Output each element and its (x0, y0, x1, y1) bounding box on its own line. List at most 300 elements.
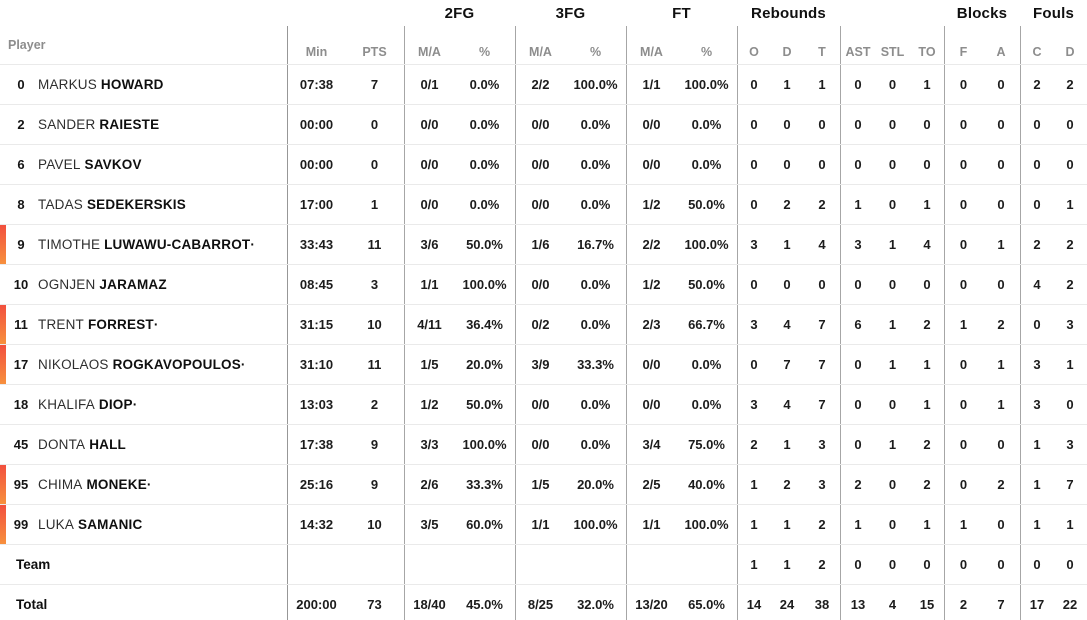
player-first-name: KHALIFA (38, 397, 95, 412)
column-header-row (0, 26, 1087, 65)
stat-fg3_pct: 0.0% (580, 317, 611, 332)
stat-min: 08:45 (287, 265, 345, 304)
stat-blk_f: 0 (944, 265, 982, 304)
col-header-2fg-ma: M/A (404, 26, 454, 64)
stat-blk_a: 0 (997, 437, 1005, 452)
stat-ft_pct: 100.0% (684, 77, 729, 92)
stat-fg2_pct: 50.0% (466, 397, 503, 412)
stat-reb_t: 3 (818, 437, 826, 452)
stat-to: 2 (923, 437, 931, 452)
on-court-indicator (0, 465, 6, 504)
stat-pts (345, 545, 404, 584)
stat-foul_c: 1 (1020, 425, 1053, 464)
col-header-reb-d: D (782, 45, 792, 59)
stat-reb_d: 2 (783, 197, 791, 212)
group-ft: FT (672, 4, 691, 22)
stat-reb_d: 1 (783, 77, 791, 92)
stat-fg2_pct: 100.0% (462, 437, 507, 452)
player-name (38, 197, 186, 212)
group-2fg: 2FG (444, 4, 475, 22)
stat-foul_d: 3 (1066, 437, 1074, 452)
stat-ft_pct: 0.0% (691, 397, 722, 412)
stat-min: 00:00 (287, 105, 345, 144)
col-header-stl: STL (880, 45, 905, 59)
stat-fg3_pct: 0.0% (580, 277, 611, 292)
stat-ft_pct: 0.0% (691, 157, 722, 172)
stat-pts: 2 (370, 397, 379, 412)
player-name (38, 237, 255, 252)
stat-foul_d: 0 (1066, 397, 1074, 412)
stat-ft_pct: 75.0% (688, 437, 725, 452)
col-header-pts: PTS (362, 45, 387, 59)
stat-blk_f: 0 (944, 145, 982, 184)
stat-foul_d: 1 (1066, 357, 1074, 372)
stat-ft_ma: 3/4 (626, 425, 676, 464)
stat-ast: 1 (840, 505, 875, 544)
stat-foul_c: 1 (1020, 465, 1053, 504)
stat-ast: 0 (840, 265, 875, 304)
stat-ft_pct: 100.0% (684, 517, 729, 532)
player-cell (0, 145, 287, 184)
stat-fg2_pct: 0.0% (469, 77, 500, 92)
stat-stl: 0 (888, 557, 897, 572)
stat-fg3_pct: 33.3% (577, 357, 614, 372)
stat-blk_a: 0 (997, 277, 1005, 292)
stat-pts: 73 (367, 597, 382, 612)
stat-reb_t: 2 (818, 557, 826, 572)
stat-blk_a: 1 (997, 237, 1005, 252)
stat-to: 1 (923, 517, 931, 532)
col-header-min: Min (287, 26, 345, 64)
stat-ft_pct: 0.0% (691, 357, 722, 372)
col-header-ast: AST (840, 26, 875, 64)
stat-to: 2 (923, 477, 931, 492)
player-name (38, 157, 142, 172)
stat-ast: 13 (840, 585, 875, 620)
player-last-name: HALL (89, 437, 126, 452)
stat-foul_c: 0 (1020, 545, 1053, 584)
stat-stl: 0 (888, 517, 897, 532)
stat-to: 1 (923, 77, 931, 92)
stat-foul_c: 0 (1020, 105, 1053, 144)
stat-stl: 0 (888, 77, 897, 92)
stat-min: 31:15 (287, 305, 345, 344)
stat-reb_d: 1 (783, 517, 791, 532)
stat-blk_a: 2 (997, 477, 1005, 492)
stat-foul_d: 0 (1066, 157, 1074, 172)
jersey-number: 99 (13, 517, 29, 532)
stat-foul_d: 2 (1066, 237, 1074, 252)
stat-reb_d: 1 (783, 237, 791, 252)
stat-ft_pct: 66.7% (688, 317, 725, 332)
stat-stl: 1 (888, 237, 897, 252)
stat-ast: 6 (840, 305, 875, 344)
stat-blk_a: 2 (997, 317, 1005, 332)
stat-foul_d: 0 (1066, 117, 1074, 132)
stat-blk_a: 0 (997, 77, 1005, 92)
col-header-ft-ma: M/A (626, 26, 676, 64)
stat-fg3_ma: 2/2 (515, 65, 565, 104)
stat-fg2_pct: 36.4% (466, 317, 503, 332)
stat-blk_f: 0 (944, 385, 982, 424)
stat-reb_o: 0 (737, 145, 770, 184)
stat-foul_c: 3 (1020, 385, 1053, 424)
player-name (38, 277, 167, 292)
stat-blk_a: 0 (997, 557, 1005, 572)
col-header-to: TO (918, 45, 936, 59)
stat-pts: 3 (370, 277, 379, 292)
stat-ast: 1 (840, 185, 875, 224)
stat-fg3_pct: 0.0% (580, 437, 611, 452)
stat-fg3_ma (515, 545, 565, 584)
stat-min: 31:10 (287, 345, 345, 384)
stat-ast: 0 (840, 145, 875, 184)
stat-to: 0 (923, 557, 931, 572)
stat-pts: 10 (367, 317, 382, 332)
stat-ft_ma: 0/0 (626, 345, 676, 384)
player-first-name: DONTA (38, 437, 86, 452)
stat-min: 25:16 (287, 465, 345, 504)
stat-to: 2 (923, 317, 931, 332)
jersey-number: 0 (17, 77, 25, 92)
stat-fg2_ma: 0/0 (404, 185, 454, 224)
stat-foul_c: 0 (1020, 305, 1053, 344)
player-first-name: SANDER (38, 117, 96, 132)
stat-fg3_pct: 100.0% (573, 77, 618, 92)
jersey-number: 11 (14, 317, 28, 332)
jersey-number: 8 (17, 197, 25, 212)
stat-fg2_ma: 0/0 (404, 145, 454, 184)
stat-blk_f: 0 (944, 185, 982, 224)
stat-fg3_pct: 0.0% (580, 197, 611, 212)
player-row[interactable] (0, 385, 1087, 425)
col-header-foul-d: D (1065, 45, 1075, 59)
stat-pts: 7 (370, 77, 379, 92)
stat-fg3_ma: 0/2 (515, 305, 565, 344)
player-cell (0, 545, 287, 584)
player-cell (0, 585, 287, 620)
stat-to: 0 (923, 157, 931, 172)
stat-reb_o: 0 (737, 105, 770, 144)
stat-stl: 0 (888, 117, 897, 132)
stat-stl: 0 (888, 157, 897, 172)
stat-fg2_ma: 2/6 (404, 465, 454, 504)
player-row[interactable] (0, 465, 1087, 505)
stat-reb_t: 2 (818, 197, 826, 212)
player-row[interactable] (0, 425, 1087, 465)
stat-fg3_pct (565, 545, 626, 584)
stat-fg3_ma: 1/5 (515, 465, 565, 504)
stat-blk_a: 0 (997, 157, 1005, 172)
player-first-name: MARKUS (38, 77, 97, 92)
stat-fg3_pct: 100.0% (573, 517, 618, 532)
stat-ft_pct: 0.0% (691, 117, 722, 132)
stat-ft_ma: 1/1 (626, 65, 676, 104)
player-cell (0, 465, 287, 504)
stat-foul_c: 2 (1020, 65, 1053, 104)
stat-fg2_pct: 100.0% (462, 277, 507, 292)
stat-reb_t: 1 (818, 77, 826, 92)
player-name (38, 517, 142, 532)
stat-blk_f: 0 (944, 345, 982, 384)
stat-fg3_pct: 0.0% (580, 397, 611, 412)
stat-min: 07:38 (287, 65, 345, 104)
table-body (0, 65, 1087, 620)
player-row[interactable] (0, 265, 1087, 305)
player-name (38, 317, 159, 332)
stat-fg3_pct: 32.0% (577, 597, 614, 612)
player-last-name: JARAMAZ (99, 277, 167, 292)
player-first-name: LUKA (38, 517, 75, 532)
stat-foul_d: 3 (1066, 317, 1074, 332)
stat-reb_t: 4 (818, 237, 826, 252)
stat-ft_pct (676, 545, 737, 584)
stat-blk_f: 0 (944, 105, 982, 144)
stat-reb_d: 7 (783, 357, 791, 372)
col-header-3fg-pct: % (589, 45, 602, 59)
stat-fg3_ma: 0/0 (515, 385, 565, 424)
player-row[interactable] (0, 185, 1087, 225)
player-row[interactable] (0, 345, 1087, 385)
stat-reb_d: 0 (783, 157, 791, 172)
stat-reb_t: 38 (814, 597, 830, 612)
stat-fg3_ma: 0/0 (515, 425, 565, 464)
stat-fg3_ma: 0/0 (515, 145, 565, 184)
player-name (38, 397, 137, 412)
on-court-indicator (0, 305, 6, 344)
player-cell (0, 505, 287, 544)
stat-stl: 1 (888, 317, 897, 332)
stat-fg2_ma: 18/40 (404, 585, 454, 620)
stat-foul_c: 2 (1020, 225, 1053, 264)
player-cell (0, 385, 287, 424)
jersey-number: 10 (13, 277, 29, 292)
stat-fg3_pct: 0.0% (580, 157, 611, 172)
stat-ast: 2 (840, 465, 875, 504)
stat-fg2_pct: 0.0% (469, 197, 500, 212)
stat-fg3_pct: 20.0% (577, 477, 614, 492)
player-row[interactable] (0, 225, 1087, 265)
stat-fg2_pct: 60.0% (466, 517, 503, 532)
stat-reb_o: 1 (737, 505, 770, 544)
stat-ast: 0 (840, 425, 875, 464)
jersey-number: 9 (17, 237, 25, 252)
stat-pts: 0 (370, 157, 379, 172)
stat-stl: 1 (888, 357, 897, 372)
stat-foul_d: 1 (1066, 517, 1074, 532)
stat-to: 1 (923, 397, 931, 412)
stat-ft_ma (626, 545, 676, 584)
stat-fg3_ma: 0/0 (515, 105, 565, 144)
stat-blk_f: 2 (944, 585, 982, 620)
stat-foul_d: 7 (1066, 477, 1074, 492)
col-header-reb-o: O (737, 26, 770, 64)
stat-foul_d: 2 (1066, 277, 1074, 292)
stat-fg3_ma: 1/6 (515, 225, 565, 264)
player-row[interactable] (0, 65, 1087, 105)
stat-fg2_pct (454, 545, 515, 584)
stat-fg2_ma: 0/0 (404, 105, 454, 144)
group-rebounds: Rebounds (751, 4, 826, 22)
stat-foul_c: 3 (1020, 345, 1053, 384)
stat-min: 14:32 (287, 505, 345, 544)
stat-reb_d: 2 (783, 477, 791, 492)
player-first-name: TADAS (38, 197, 84, 212)
col-header-player: Player (8, 38, 46, 52)
stat-fg2_ma: 3/6 (404, 225, 454, 264)
player-row[interactable] (0, 145, 1087, 185)
player-first-name: PAVEL (38, 157, 81, 172)
stat-pts: 10 (367, 517, 382, 532)
stat-fg2_ma: 3/3 (404, 425, 454, 464)
stat-to: 1 (923, 357, 931, 372)
on-court-indicator (0, 345, 6, 384)
stat-reb_t: 0 (818, 117, 826, 132)
stat-blk_a: 7 (997, 597, 1005, 612)
stat-blk_f: 0 (944, 425, 982, 464)
stat-reb_o: 3 (737, 385, 770, 424)
stat-fg2_pct: 45.0% (466, 597, 503, 612)
stat-to: 1 (923, 197, 931, 212)
stat-ft_ma: 0/0 (626, 385, 676, 424)
stat-ft_ma: 2/3 (626, 305, 676, 344)
col-header-2fg-pct: % (478, 45, 491, 59)
stat-to: 0 (923, 277, 931, 292)
stat-min: 33:43 (287, 225, 345, 264)
stat-reb_o: 2 (737, 425, 770, 464)
row-label: Total (16, 597, 48, 612)
stat-ast: 0 (840, 65, 875, 104)
stat-ft_ma: 2/5 (626, 465, 676, 504)
stat-fg2_pct: 33.3% (466, 477, 503, 492)
stat-fg2_ma: 0/1 (404, 65, 454, 104)
stat-stl: 1 (888, 437, 897, 452)
player-row[interactable] (0, 105, 1087, 145)
stat-ast: 0 (840, 105, 875, 144)
player-last-name: HOWARD (100, 77, 164, 92)
stat-foul_c: 0 (1020, 145, 1053, 184)
stat-fg2_pct: 0.0% (469, 117, 500, 132)
stat-blk_a: 0 (997, 517, 1005, 532)
stat-reb_t: 0 (818, 277, 826, 292)
team-row (0, 545, 1087, 585)
stat-reb_d: 1 (783, 557, 791, 572)
stat-blk_f: 1 (944, 305, 982, 344)
col-header-reb-t: T (818, 45, 826, 59)
stat-pts: 9 (370, 437, 379, 452)
player-last-name: FORREST· (87, 317, 159, 332)
stat-blk_a: 1 (997, 357, 1005, 372)
stat-reb_d: 1 (783, 437, 791, 452)
stat-foul_c: 1 (1020, 505, 1053, 544)
stat-pts: 9 (370, 477, 379, 492)
stat-fg2_pct: 50.0% (466, 237, 503, 252)
stat-reb_o: 14 (737, 585, 770, 620)
stat-fg2_ma: 1/2 (404, 385, 454, 424)
stat-foul_d: 2 (1066, 77, 1074, 92)
player-cell (0, 65, 287, 104)
stat-stl: 0 (888, 197, 897, 212)
stat-to: 0 (923, 117, 931, 132)
stat-foul_d: 1 (1066, 197, 1074, 212)
stat-reb_t: 0 (818, 157, 826, 172)
player-first-name: TRENT (38, 317, 84, 332)
stat-ast: 0 (840, 345, 875, 384)
group-blocks: Blocks (956, 4, 1008, 22)
stat-foul_c: 0 (1020, 185, 1053, 224)
stat-reb_d: 0 (783, 277, 791, 292)
stat-blk_f: 0 (944, 545, 982, 584)
stat-reb_t: 3 (818, 477, 826, 492)
col-header-3fg-ma: M/A (515, 26, 565, 64)
stat-min: 00:00 (287, 145, 345, 184)
stat-reb_d: 0 (783, 117, 791, 132)
stat-pts: 11 (367, 357, 382, 372)
stat-ft_ma: 1/2 (626, 185, 676, 224)
col-header-blk-a: A (996, 45, 1006, 59)
stat-fg2_ma: 1/5 (404, 345, 454, 384)
jersey-number: 95 (13, 477, 29, 492)
player-cell (0, 265, 287, 304)
player-first-name: NIKOLAOS (38, 357, 109, 372)
player-name (38, 117, 159, 132)
stat-blk_a: 1 (997, 397, 1005, 412)
stat-foul_c: 17 (1020, 585, 1053, 620)
stat-group-header-row (0, 0, 1087, 26)
stat-stl: 0 (888, 477, 897, 492)
stat-reb_t: 7 (818, 397, 826, 412)
stat-fg2_ma: 3/5 (404, 505, 454, 544)
player-last-name: MONEKE· (86, 477, 152, 492)
player-last-name: LUWAWU-CABARROT· (104, 237, 256, 252)
on-court-indicator (0, 225, 6, 264)
col-header-foul-c: C (1020, 26, 1053, 64)
stat-ft_pct: 65.0% (688, 597, 725, 612)
row-label: Team (16, 557, 51, 572)
stat-blk_a: 0 (997, 117, 1005, 132)
player-cell (0, 105, 287, 144)
stat-blk_f: 0 (944, 465, 982, 504)
stat-min: 17:38 (287, 425, 345, 464)
stat-stl: 0 (888, 277, 897, 292)
stat-to: 4 (923, 237, 931, 252)
stat-ft_ma: 0/0 (626, 145, 676, 184)
stat-fg3_ma: 3/9 (515, 345, 565, 384)
player-row[interactable] (0, 505, 1087, 545)
stat-reb_o: 0 (737, 265, 770, 304)
stat-ast: 3 (840, 225, 875, 264)
stat-pts: 0 (370, 117, 379, 132)
player-cell (0, 345, 287, 384)
stat-reb_t: 7 (818, 317, 826, 332)
stat-foul_c: 4 (1020, 265, 1053, 304)
player-last-name: SAVKOV (84, 157, 142, 172)
stat-stl: 0 (888, 397, 897, 412)
stat-ft_ma: 1/1 (626, 505, 676, 544)
stat-reb_t: 7 (818, 357, 826, 372)
stat-min: 17:00 (287, 185, 345, 224)
stat-fg2_ma (404, 545, 454, 584)
stat-reb_o: 1 (737, 465, 770, 504)
jersey-number: 17 (13, 357, 29, 372)
stat-blk_a: 0 (997, 197, 1005, 212)
col-header-blk-f: F (944, 26, 982, 64)
stat-fg3_pct: 16.7% (577, 237, 614, 252)
player-first-name: CHIMA (38, 477, 83, 492)
col-header-ft-pct: % (700, 45, 713, 59)
jersey-number: 6 (17, 157, 25, 172)
player-row[interactable] (0, 305, 1087, 345)
